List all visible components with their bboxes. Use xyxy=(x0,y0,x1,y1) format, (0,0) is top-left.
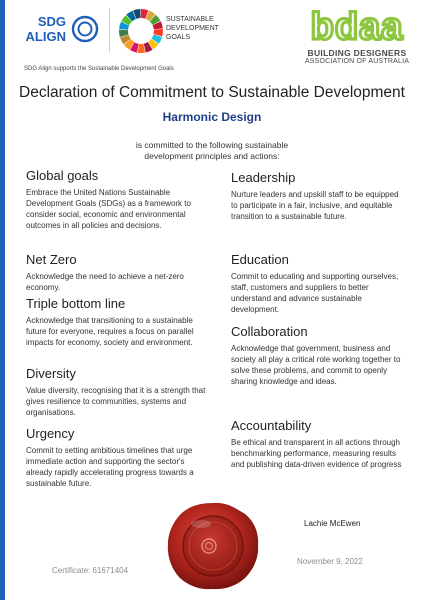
principle-heading: Diversity xyxy=(26,366,76,381)
certificate-number: Certificate: 61671404 xyxy=(52,566,129,575)
principle-global-goals xyxy=(26,168,212,231)
principle-text: Commit to setting ambitious timelines that urge immediate action and supporting the sector's already rapidly accelerating progress towards a sustainable future. xyxy=(26,446,194,488)
header-divider xyxy=(109,8,110,52)
principle-heading: Global goals xyxy=(26,168,99,183)
principle-leadership xyxy=(231,170,407,222)
sdg-brand-line2: ALIGN xyxy=(25,29,66,44)
principle-education xyxy=(231,252,407,315)
principle-text: Nurture leaders and upskill staff to be equipped to participate in a fair, inclusive, and equitable transition to a sustainable future. xyxy=(231,190,399,221)
principle-text: Value diversity, recognising that it is a strength that gives resilience to communities, systems and organisations. xyxy=(26,386,206,417)
principle-text: Commit to educating and supporting ourselves, staff, customers and suppliers to better understand and advance sustainable development. xyxy=(231,272,399,314)
sdg-align-wordmark xyxy=(20,14,66,44)
sdg-wheel-text: SUSTAINABLE DEVELOPMENT GOALS xyxy=(166,16,219,41)
principle-text: Acknowledge that transitioning to a sustainable future for everyone, requires a focus on parallel impacts for economy, society and environment. xyxy=(26,316,194,347)
bdaa-logo xyxy=(300,10,414,68)
sdg-brand-line1: SDG xyxy=(37,14,66,29)
principle-accountability xyxy=(231,418,407,470)
wax-seal-icon xyxy=(165,500,261,592)
sdg-wheel-segment xyxy=(138,44,145,53)
principle-text: Acknowledge that government, business and society all play a critical role working together to solve these problems, and commit to openly sharing knowledge and ideas. xyxy=(231,344,401,386)
principle-net-zero xyxy=(26,252,212,293)
principle-diversity xyxy=(26,366,212,418)
principle-heading: Collaboration xyxy=(231,324,308,339)
bdaa-wordmark-text: bdaa xyxy=(310,10,404,44)
sdg-ring-icon xyxy=(70,14,100,44)
sdg-align-logo xyxy=(20,10,102,56)
intro-text: is committed to the following sustainable development principles and actions: xyxy=(135,140,289,161)
signature-date: November 9, 2022 xyxy=(297,557,363,566)
principle-collaboration xyxy=(231,324,407,387)
signer-name: Lachie McEwen xyxy=(304,519,361,528)
principle-text: Be ethical and transparent in all actions through benchmarking performance, measuring results and publishing data-driven evidence of progress xyxy=(231,438,402,469)
principle-heading: Accountability xyxy=(231,418,312,433)
principle-heading: Triple bottom line xyxy=(26,296,126,311)
bdaa-name-line1: BUILDING DESIGNERS xyxy=(307,48,407,58)
bdaa-wordmark-icon xyxy=(304,10,410,44)
principle-urgency xyxy=(26,426,212,489)
principle-text: Embrace the United Nations Sustainable Development Goals (SDGs) as a framework to consider social, economic and environmental outcomes in all policies and decisions. xyxy=(26,188,191,230)
principle-text: Acknowledge the need to achieve a net-zero economy. xyxy=(26,272,184,292)
page-title: Declaration of Commitment to Sustainable Development xyxy=(19,84,405,101)
support-note: SDG Align supports the Sustainable Development Goals xyxy=(24,66,174,72)
organization-name: Harmonic Design xyxy=(162,110,262,124)
principle-heading: Urgency xyxy=(26,426,75,441)
principle-heading: Leadership xyxy=(231,170,296,185)
sdg-wheel-icon xyxy=(118,8,164,54)
principle-triple-bottom-line xyxy=(26,296,212,348)
principle-heading: Education xyxy=(231,252,289,267)
bdaa-name-line2: ASSOCIATION OF AUSTRALIA xyxy=(304,58,410,65)
principle-heading: Net Zero xyxy=(26,252,77,267)
